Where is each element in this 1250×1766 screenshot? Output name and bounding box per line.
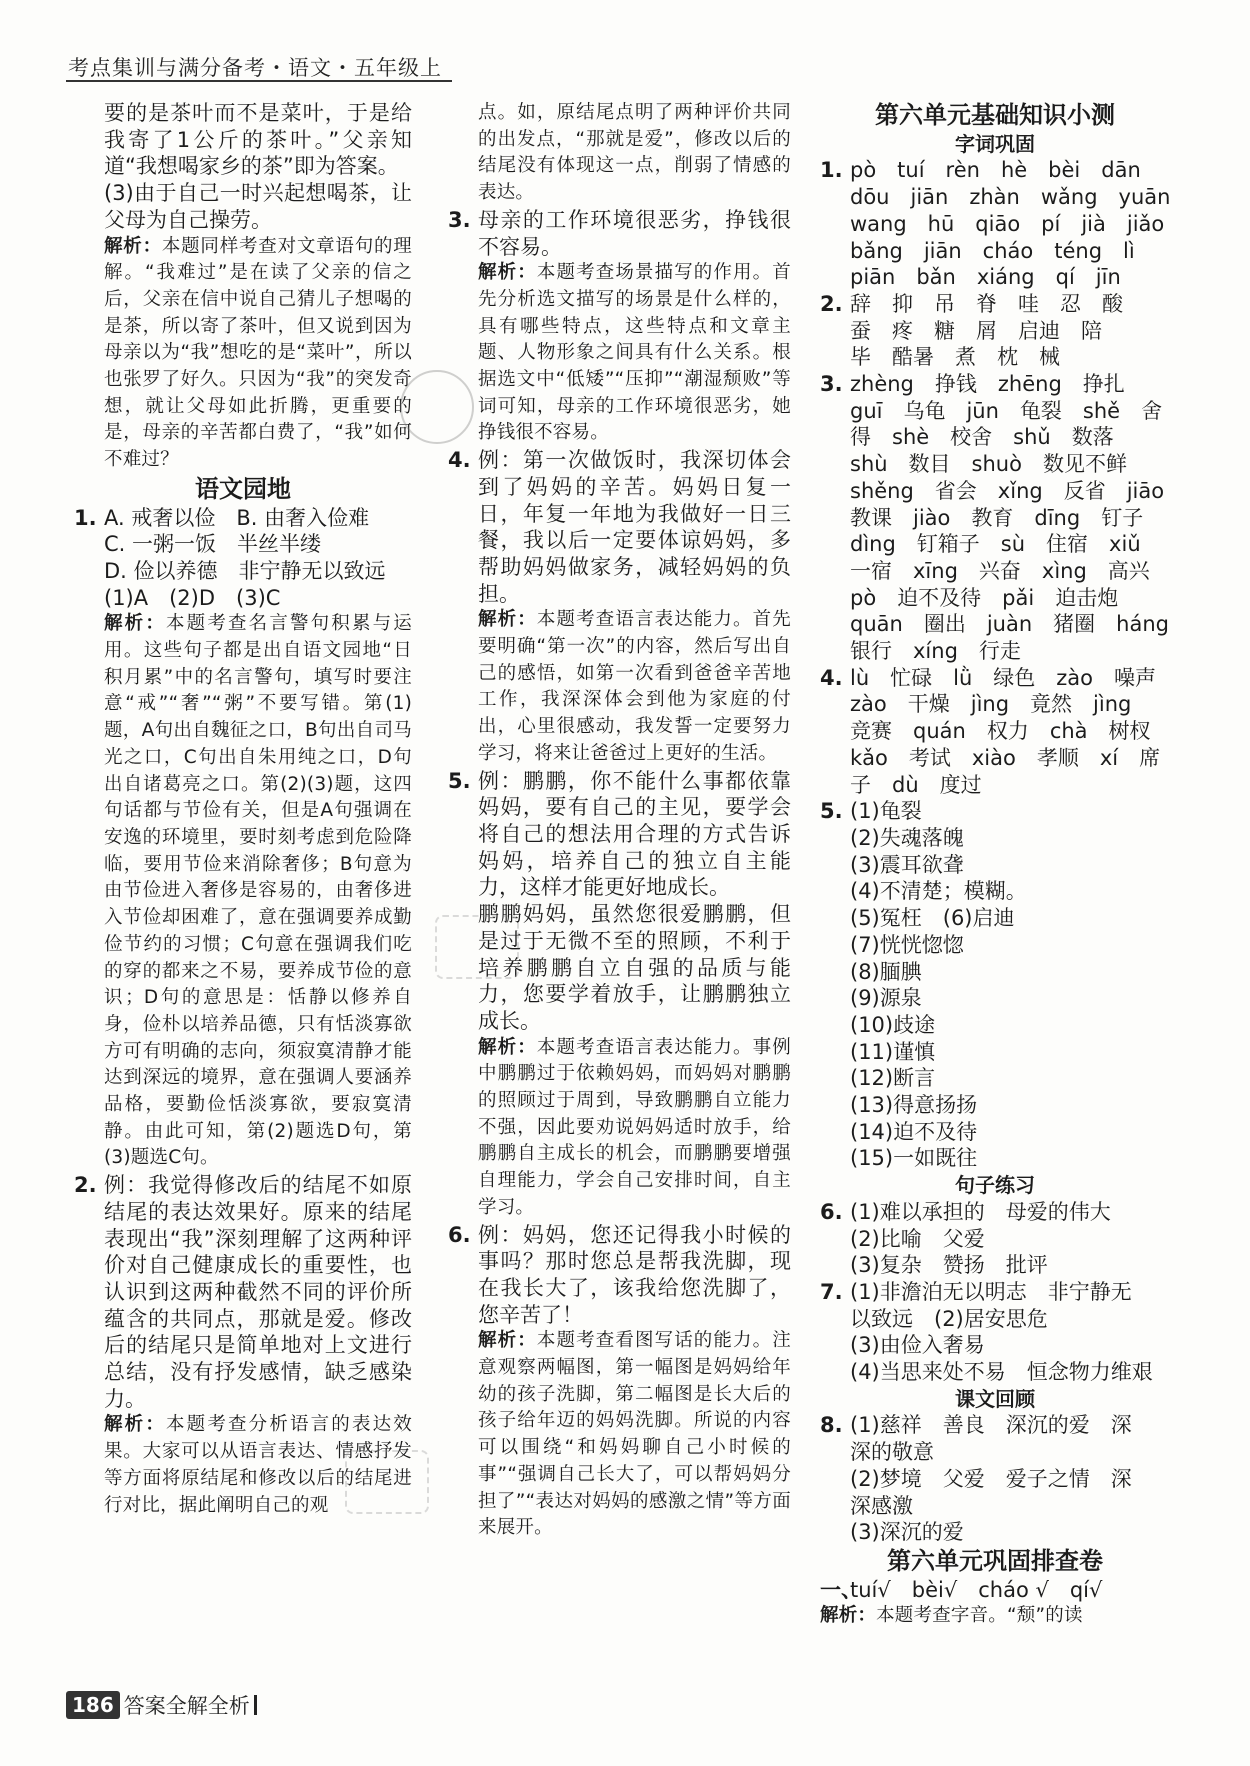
answer-text: piān bǎn xiáng qí jīn <box>850 265 1121 290</box>
question-6-block <box>820 1199 1170 1279</box>
question-number: 一、 <box>820 1577 862 1602</box>
question-number: 3. <box>448 207 471 232</box>
analysis-block <box>448 607 791 767</box>
question-number: 5. <box>820 799 843 824</box>
analysis-label: 解析： <box>820 1605 877 1627</box>
answer-text: (1)难以承担的 母爱的伟大 <box>850 1199 1111 1224</box>
subsection-title: 课文回顾 <box>955 1386 1035 1411</box>
answer-text: (1)A (2)D (3)C <box>104 585 281 610</box>
answer-text: bǎng jiān cháo téng lì <box>850 238 1135 263</box>
answer-line <box>820 825 1170 852</box>
question-number: 1. <box>820 158 843 183</box>
question-4-block <box>820 665 1170 799</box>
answer-text: 深感激 <box>850 1493 913 1518</box>
answer-line <box>820 184 1170 211</box>
question-number: 3. <box>820 372 843 397</box>
answer-line <box>820 1252 1170 1279</box>
answer-text: (13)得意扬扬 <box>850 1093 978 1118</box>
analysis-text: 本题考查场景描写的作用。首先分析选文描写的场景是什么样的，具有哪些特点，这些特点和文章主题、人物形象之间具有什么关系。根据选文中“低矮”“压抑”“潮湿颓败”等词可知，母亲的工作环境很恶劣，她挣钱很不容易。 <box>478 262 791 444</box>
answer-line <box>820 905 1170 932</box>
answer-text: shěng 省会 xǐng 反省 jiāo <box>850 478 1165 503</box>
analysis-text: 点。如，原结尾点明了两种评价共同的出发点，“那就是爱”，修改以后的结尾没有体现这一点，削弱了情感的表达。 <box>478 102 791 204</box>
question-4 <box>448 447 791 607</box>
analysis-block <box>820 1603 1170 1630</box>
analysis-text: 本题考查分析语言的表达效果。大家可以从语言表达、情感抒发等方面将原结尾和修改以后的结尾进行对比，据此阐明自己的观 <box>104 1414 412 1516</box>
answer-text: 蚕 疼 糖 屑 启迪 陪 <box>850 318 1102 343</box>
question-number: 7. <box>820 1279 843 1304</box>
question-last <box>820 1577 1170 1604</box>
answer-line <box>820 611 1170 638</box>
question-5-block <box>820 798 1170 1172</box>
analysis-label: 解析： <box>104 235 162 257</box>
answer-text: 例：妈妈，您还记得我小时候的事吗？那时您总是帮我洗脚，现在我长大了，该我给您洗脚了，您辛苦了！ <box>478 1222 791 1327</box>
question-7-block <box>820 1279 1170 1386</box>
question-number: 5. <box>448 768 471 793</box>
question-2-block <box>820 291 1170 371</box>
analysis-label: 解析： <box>478 1330 537 1352</box>
analysis-label: 解析： <box>104 1414 166 1436</box>
answer-line <box>820 558 1170 585</box>
answer-line <box>820 932 1170 959</box>
analysis-text: 本题考查语言表达能力。首先要明确“第一次”的内容，然后写出自己的感悟，如第一次看到爸爸辛苦地工作，我深深体会到他为家庭的付出，心里很感动，我发誓一定要努力学习，将来让爸爸过上更好的生活。 <box>478 609 791 764</box>
answer-text: pò tuí rèn hè bèi dān <box>850 158 1141 183</box>
answer-text: 竞赛 quán 权力 chà 树杈 <box>850 719 1151 744</box>
answer-text: (4)不清楚；模糊。 <box>850 879 1027 904</box>
answer-text: (1)慈祥 善良 深沉的爱 深 <box>850 1413 1132 1438</box>
answer-line <box>820 1092 1170 1119</box>
question-2 <box>74 1172 412 1412</box>
answer-text: (3)深沉的爱 <box>850 1520 964 1545</box>
footer-label: 答案全解全析 <box>123 1694 250 1718</box>
answer-text: A. 戒奢以俭 B. 由奢入俭难 <box>104 505 370 530</box>
answer-text: guī 乌龟 jūn 龟裂 shě 舍 <box>850 398 1163 423</box>
answer-line <box>820 211 1170 238</box>
page-number: 186 <box>66 1691 120 1719</box>
analysis-label: 解析： <box>478 609 537 631</box>
answer-text: (3)由于自己一时兴起想喝茶，让父母为自己操劳。 <box>104 181 412 232</box>
analysis-text: 本题考查名言警句积累与运用。这些句子都是出自语文园地“日积月累”中的名言警句，填写时要注意“戒”“奢”“粥”不要写错。第(1)题，A句出自魏征之口，B句出自司马光之口，C句出自朱用纯之口，D句出自诸葛亮之口。第(2)(3)题，这四句话都与节俭有关，但是A句强调在安逸的环境里，要时刻考虑到危险降临，要用节俭来消除奢侈；B句意为由节俭进入奢侈是容易的，由奢侈进入节俭却困难了，意在强调要养成勤俭节约的习惯；C句意在强调我们吃的穿的都来之不易，要养成节俭的意识；D句的意思是：恬静以修养自身，俭朴以培养品德，只有恬淡寡欲方可有明确的志向，须寂寞清静才能达到深远的境界，意在强调人要涵养品格，要勤俭恬淡寡欲，要寂寞清静。由此可知，第(2)题选D句，第(3)题选C句。 <box>104 613 412 1169</box>
watermark-stamp-icon <box>400 370 474 444</box>
answer-line <box>820 478 1170 505</box>
section-title: 语文园地 <box>195 474 291 503</box>
answer-line <box>820 745 1170 772</box>
answer-text: 银行 xíng 行走 <box>850 639 1021 664</box>
page-footer <box>66 1690 257 1720</box>
answer-text: 深的敬意 <box>850 1440 934 1465</box>
answer-text: (10)歧途 <box>850 1012 936 1037</box>
analysis-label: 解析： <box>104 613 166 635</box>
answer-text: (7)恍恍惚惚 <box>850 932 964 957</box>
answer-text: 例：我觉得修改后的结尾不如原结尾的表达效果好。原来的结尾表现出“我”深刻理解了这两种评价对自己健康成长的重要性，也认识到这两种截然不同的评价所蕴含的共同点，那就是爱。修改后的结尾只是简单地对上文进行总结，没有抒发感情，缺乏感染力。 <box>104 1173 412 1411</box>
analysis-block <box>448 260 791 447</box>
answer-text: (9)源泉 <box>850 986 922 1011</box>
watermark-stamp-icon <box>435 915 519 979</box>
answer-line <box>820 1439 1170 1466</box>
answer-text: (3)震耳欲聋 <box>850 852 964 877</box>
answer-text: C. 一粥一饭 半丝半缕 <box>104 532 322 557</box>
question-number: 6. <box>448 1222 471 1247</box>
subsection-title: 字词巩固 <box>955 131 1035 156</box>
answer-text: 要的是茶叶而不是菜叶，于是给我寄了1公斤的茶叶。”父亲知道“我想喝家乡的茶”即为答案。 <box>104 101 412 179</box>
answer-text: (2)比喻 父爱 <box>850 1226 985 1251</box>
question-number: 2. <box>820 291 843 316</box>
analysis-label: 解析： <box>478 1036 537 1058</box>
answer-text: zào 干燥 jìng 竟然 jìng <box>850 692 1132 717</box>
answer-line <box>820 1306 1170 1333</box>
answer-line <box>820 585 1170 612</box>
answer-text: (2)失魂落魄 <box>850 825 964 850</box>
analysis-text: 本题考查字音。“颓”的读 <box>876 1605 1083 1627</box>
analysis-text: 本题考查语言表达能力。事例中鹏鹏过于依赖妈妈，而妈妈对鹏鹏的照顾过于周到，导致鹏鹏自立能力不强，因此要劝说妈妈适时放手，给鹏鹏自主成长的机会，而鹏鹏要增强自理能力，学会自己安排时间，自主学习。 <box>478 1036 791 1218</box>
answer-text: zhèng 挣钱 zhēng 挣扎 <box>850 372 1125 397</box>
column-2 <box>448 100 791 1542</box>
answer-text: dìng 钉箱子 sù 住宿 xiǔ <box>850 532 1141 557</box>
question-5 <box>448 768 791 902</box>
answer-text: lù 忙碌 lǜ 绿色 zào 噪声 <box>850 665 1157 690</box>
answer-text: kǎo 考试 xiào 孝顺 xí 席 <box>850 745 1161 770</box>
answer-line <box>820 718 1170 745</box>
analysis-block <box>448 1328 791 1542</box>
answer-line <box>820 371 1170 398</box>
question-3-block <box>820 371 1170 665</box>
answer-line <box>820 1065 1170 1092</box>
analysis-block <box>74 611 412 1172</box>
answer-line <box>820 451 1170 478</box>
answer-line <box>820 531 1170 558</box>
answer-text: 教课 jiào 教育 dīng 钉子 <box>850 505 1144 530</box>
answer-line <box>820 264 1170 291</box>
footer-bar <box>254 1695 257 1715</box>
question-1-block <box>820 157 1170 291</box>
answer-text: 例：鹏鹏，你不能什么事都依靠妈妈，要有自己的主见，要学会将自己的想法用合理的方式告诉妈妈，培养自己的独立自主能力，这样才能更好地成长。 <box>478 768 791 900</box>
answer-text: 一宿 xīng 兴奋 xìng 高兴 <box>850 558 1150 583</box>
answer-line <box>820 1145 1170 1172</box>
answer-text: (2)梦境 父爱 爱子之情 深 <box>850 1466 1132 1491</box>
answer-text: wang hū qiāo pí jià jiǎo <box>850 211 1165 236</box>
answer-text: 子 dù 度过 <box>850 772 982 797</box>
answer-text: pò 迫不及待 pǎi 迫击炮 <box>850 585 1119 610</box>
answer-line <box>820 638 1170 665</box>
subsection-title: 句子练习 <box>955 1173 1035 1198</box>
answer-line <box>820 157 1170 184</box>
answer-line <box>820 1226 1170 1253</box>
question-number: 2. <box>74 1173 97 1198</box>
answer-line <box>820 691 1170 718</box>
question-6 <box>448 1222 791 1329</box>
answer-line <box>820 1332 1170 1359</box>
analysis-block <box>448 1035 791 1222</box>
answer-line <box>820 959 1170 986</box>
answer-text: (5)冤枉 (6)启迪 <box>850 906 1015 931</box>
answer-line <box>820 291 1170 318</box>
answer-text: (3)复杂 赞扬 批评 <box>850 1253 1048 1278</box>
answer-text: (1)龟裂 <box>850 799 922 824</box>
question-number: 4. <box>448 448 471 473</box>
answer-text: 毕 酷暑 煮 枕 械 <box>850 345 1060 370</box>
answer-text: (14)迫不及待 <box>850 1119 978 1144</box>
answer-text: 得 shè 校舍 shǔ 数落 <box>850 425 1114 450</box>
answer-text: dōu jiān zhàn wǎng yuān <box>850 185 1171 210</box>
section-title: 第六单元巩固排查卷 <box>887 1546 1103 1575</box>
question-number: 1. <box>74 505 97 530</box>
answer-line <box>820 852 1170 879</box>
answer-line <box>820 1412 1170 1439</box>
answer-line <box>820 1119 1170 1146</box>
answer-line <box>820 772 1170 799</box>
answer-line <box>820 505 1170 532</box>
answer-line <box>820 344 1170 371</box>
answer-line <box>820 424 1170 451</box>
answer-line <box>820 665 1170 692</box>
answer-line <box>820 798 1170 825</box>
answer-text: tuí√ bèi√ cháo √ qí√ <box>850 1577 1103 1602</box>
answer-line <box>820 1466 1170 1493</box>
answer-text: 辞 抑 吊 脊 哇 忍 酸 <box>850 291 1123 316</box>
answer-line <box>820 1039 1170 1066</box>
answer-line <box>820 1199 1170 1226</box>
answer-line <box>820 1279 1170 1306</box>
answer-text: shù 数目 shuò 数见不鲜 <box>850 452 1127 477</box>
answer-line <box>820 1012 1170 1039</box>
question-8-block <box>820 1412 1170 1546</box>
answer-line <box>820 1359 1170 1386</box>
answer-text: (8)腼腆 <box>850 959 922 984</box>
section-title: 第六单元基础知识小测 <box>875 101 1115 129</box>
answer-line <box>820 878 1170 905</box>
answer-text: D. 俭以养德 非宁静无以致远 <box>104 558 386 583</box>
header-divider <box>66 80 452 82</box>
answer-text: (11)谨慎 <box>850 1039 936 1064</box>
answer-text: 例：第一次做饭时，我深切体会到了妈妈的辛苦。妈妈日复一日，年复一年地为我做好一日三餐，我以后一定要体谅妈妈，多帮助妈妈做家务，减轻妈妈的负担。 <box>478 448 791 606</box>
answer-line <box>820 1493 1170 1520</box>
answer-line <box>820 398 1170 425</box>
answer-text: (1)非澹泊无以明志 非宁静无 <box>850 1279 1132 1304</box>
column-3 <box>820 100 1170 1630</box>
answer-text: 以致远 (2)居安思危 <box>850 1306 1048 1331</box>
column-1 <box>74 100 412 1519</box>
answer-line <box>820 985 1170 1012</box>
answer-text: 鹏鹏妈妈，虽然您很爱鹏鹏，但是过于无微不至的照顾，不利于培养鹏鹏自立自强的品质与能力，您要学着放手，让鹏鹏独立成长。 <box>478 902 791 1033</box>
answer-text: (15)一如既往 <box>850 1146 978 1171</box>
analysis-text: 本题同样考查对文章语句的理解。“我难过”是在读了父亲的信之后，父亲在信中说自己猜儿子想喝的是茶，所以寄了茶叶，但又说到因为母亲以为“我”想吃的是“菜叶”，所以也张罗了好久。只因为“我”的突发奇想，就让父母如此折腾，更重要的是，母亲的辛苦都白费了，“我”如何不难过？ <box>104 235 412 471</box>
answer-line <box>820 1519 1170 1546</box>
question-3 <box>448 207 791 260</box>
analysis-block <box>74 234 412 474</box>
answer-line <box>820 318 1170 345</box>
analysis-text: 本题考查看图写话的能力。注意观察两幅图，第一幅图是妈妈给年幼的孩子洗脚，第二幅图是长大后的孩子给年迈的妈妈洗脚。所说的内容可以围绕“和妈妈聊自己小时候的事”“强调自己长大了，可以帮妈妈分担了”“表达对妈妈的感激之情”等方面来展开。 <box>478 1330 791 1539</box>
analysis-label: 解析： <box>478 262 537 284</box>
answer-text: 母亲的工作环境很恶劣，挣钱很不容易。 <box>478 207 791 259</box>
question-1 <box>74 505 412 532</box>
answer-text: quān 圈出 juàn 猪圈 háng <box>850 612 1169 637</box>
page-header: 考点集训与满分备考・语文・五年级上 <box>68 56 442 80</box>
question-number: 8. <box>820 1413 843 1438</box>
question-number: 4. <box>820 665 843 690</box>
answer-text: (3)由俭入奢易 <box>850 1333 985 1358</box>
answer-line <box>820 238 1170 265</box>
watermark-stamp-icon <box>345 1450 429 1514</box>
question-number: 6. <box>820 1199 843 1224</box>
answer-text: (12)断言 <box>850 1066 936 1091</box>
answer-text: (4)当思来处不易 恒念物力维艰 <box>850 1360 1153 1385</box>
